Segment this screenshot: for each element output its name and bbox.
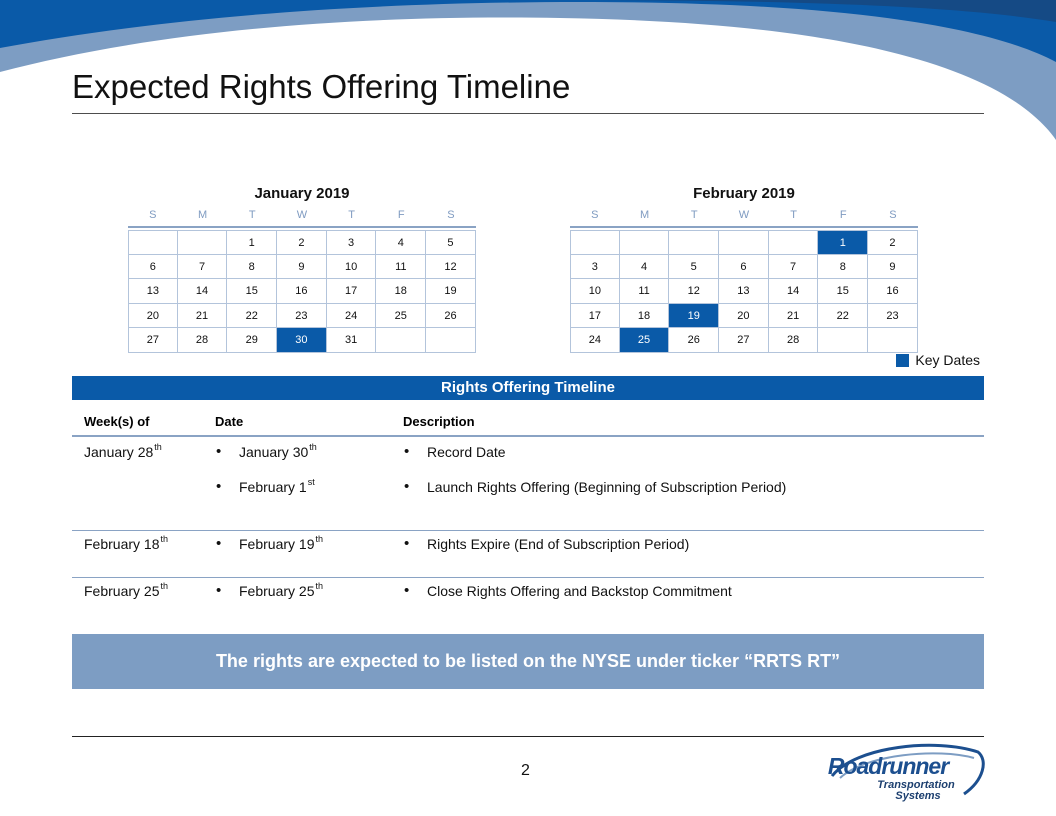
- calendar-grid: [570, 230, 918, 353]
- calendar-day: 27: [719, 328, 769, 353]
- calendar-day: 19: [426, 279, 476, 304]
- calendar-day: 6: [719, 255, 769, 280]
- calendar-day: 22: [818, 304, 868, 329]
- weekday-label: S: [149, 209, 157, 221]
- ordinal-suffix: th: [315, 534, 323, 544]
- timeline-row: [72, 577, 984, 623]
- weekday-label: T: [348, 209, 355, 221]
- description-bullet: • Rights Expire (End of Subscription Period): [427, 536, 689, 552]
- calendar-day: 4: [376, 230, 426, 255]
- calendar-day: 28: [769, 328, 819, 353]
- calendar-day: 20: [719, 304, 769, 329]
- calendar-empty-cell: [868, 328, 918, 353]
- date-bullet: [239, 444, 317, 460]
- calendar-day: 30: [277, 328, 327, 353]
- legend-label: Key Dates: [915, 352, 980, 368]
- week-cell: [84, 444, 162, 460]
- calendar-day: 17: [327, 279, 377, 304]
- calendar-day: 12: [426, 255, 476, 280]
- weekday-label: S: [889, 209, 897, 221]
- description-bullet: • Close Rights Offering and Backstop Commitment: [427, 583, 732, 599]
- date-text: February 1: [239, 479, 307, 495]
- calendar-day: 13: [128, 279, 178, 304]
- calendar-day: 11: [620, 279, 670, 304]
- calendar-day: 10: [327, 255, 377, 280]
- calendar-title: January 2019: [254, 185, 350, 202]
- week-text: February 25: [84, 583, 160, 599]
- calendar-day: 9: [277, 255, 327, 280]
- ordinal-suffix: th: [160, 581, 168, 591]
- week-cell: [84, 583, 168, 599]
- page-number: 2: [521, 762, 530, 779]
- column-date: Date: [215, 414, 244, 429]
- calendar-day: 14: [769, 279, 819, 304]
- ordinal-suffix: th: [309, 442, 317, 452]
- calendar-day: 12: [669, 279, 719, 304]
- calendar-day: 4: [620, 255, 670, 280]
- calendar-day: 29: [227, 328, 277, 353]
- calendar-day: 25: [620, 328, 670, 353]
- calendar-empty-cell: [426, 328, 476, 353]
- timeline-row: [72, 438, 984, 531]
- weekday-label: S: [591, 209, 599, 221]
- ordinal-suffix: th: [154, 442, 162, 452]
- timeline-row: [72, 530, 984, 578]
- calendar-empty-cell: [818, 328, 868, 353]
- calendar-day: 16: [277, 279, 327, 304]
- weekday-label: T: [790, 209, 797, 221]
- ordinal-suffix: st: [307, 477, 315, 487]
- date-text: February 25: [239, 583, 315, 599]
- week-text: February 18: [84, 536, 160, 552]
- calendar-empty-cell: [376, 328, 426, 353]
- calendar-day: 3: [570, 255, 620, 280]
- calendar-day: 14: [178, 279, 228, 304]
- date-bullet: [239, 583, 323, 599]
- calendar-day: 13: [719, 279, 769, 304]
- roadrunner-logo: [826, 740, 986, 802]
- calendar-title: February 2019: [693, 185, 795, 202]
- calendar-day: 7: [769, 255, 819, 280]
- weekday-label: T: [690, 209, 698, 221]
- calendar-day: 22: [227, 304, 277, 329]
- calendar-day: 5: [669, 255, 719, 280]
- key-date-swatch: [896, 354, 909, 367]
- weekday-label: M: [639, 209, 650, 221]
- description-bullet: • Record Date: [427, 444, 506, 460]
- calendar-day: 21: [178, 304, 228, 329]
- calendar-day: 9: [868, 255, 918, 280]
- calendar-day: 8: [818, 255, 868, 280]
- calendar-day: 1: [227, 230, 277, 255]
- calendar-february: [570, 184, 918, 353]
- date-bullet: [239, 536, 323, 552]
- calendar-day: 3: [327, 230, 377, 255]
- calendar-day: 25: [376, 304, 426, 329]
- calendar-day: 10: [570, 279, 620, 304]
- column-week: Week(s) of: [84, 414, 150, 429]
- weekday-label: W: [738, 209, 750, 221]
- footer-divider: [72, 736, 984, 737]
- calendar-day: 18: [376, 279, 426, 304]
- week-text: January 28: [84, 444, 154, 460]
- calendar-empty-cell: [719, 230, 769, 255]
- calendar-day: 8: [227, 255, 277, 280]
- calendar-day: 15: [818, 279, 868, 304]
- calendar-day: 5: [426, 230, 476, 255]
- calendar-day: 26: [669, 328, 719, 353]
- date-text: January 30: [239, 444, 309, 460]
- week-cell: [84, 536, 168, 552]
- nyse-listing-banner: The rights are expected to be listed on the NYSE under ticker “RRTS RT”: [72, 634, 984, 689]
- calendar-day: 21: [769, 304, 819, 329]
- logo-wordmark: Roadrunner: [827, 753, 949, 779]
- title-divider: [72, 113, 984, 114]
- weekday-header: [128, 204, 476, 228]
- timeline-header: Rights Offering Timeline: [72, 376, 984, 400]
- calendar-day: 24: [570, 328, 620, 353]
- calendar-empty-cell: [669, 230, 719, 255]
- logo-subtitle-1: Transportation: [877, 779, 955, 791]
- calendar-day: 15: [227, 279, 277, 304]
- description-bullet: • Launch Rights Offering (Beginning of Subscription Period): [427, 479, 786, 495]
- weekday-label: F: [397, 209, 405, 221]
- column-description: Description: [403, 414, 475, 429]
- calendar-day: 24: [327, 304, 377, 329]
- logo-subtitle-2: Systems: [895, 790, 941, 802]
- calendar-empty-cell: [570, 230, 620, 255]
- calendar-day: 23: [277, 304, 327, 329]
- weekday-label: F: [839, 209, 847, 221]
- date-text: February 19: [239, 536, 315, 552]
- ordinal-suffix: th: [160, 534, 168, 544]
- weekday-label: S: [447, 209, 455, 221]
- calendar-empty-cell: [769, 230, 819, 255]
- calendar-day: 17: [570, 304, 620, 329]
- page-title: Expected Rights Offering Timeline: [72, 68, 571, 105]
- calendar-day: 20: [128, 304, 178, 329]
- calendar-day: 19: [669, 304, 719, 329]
- calendar-day: 23: [868, 304, 918, 329]
- date-bullet: [239, 479, 315, 495]
- weekday-label: M: [197, 209, 208, 221]
- calendar-day: 16: [868, 279, 918, 304]
- weekday-header: [570, 204, 918, 228]
- calendar-day: 11: [376, 255, 426, 280]
- calendar-empty-cell: [178, 230, 228, 255]
- calendar-day: 27: [128, 328, 178, 353]
- calendar-grid: [128, 230, 476, 353]
- calendar-day: 6: [128, 255, 178, 280]
- calendar-january: [128, 184, 476, 353]
- key-dates-legend: [896, 352, 980, 368]
- calendar-empty-cell: [620, 230, 670, 255]
- calendar-day: 1: [818, 230, 868, 255]
- weekday-label: W: [296, 209, 308, 221]
- calendar-day: 2: [868, 230, 918, 255]
- calendar-day: 28: [178, 328, 228, 353]
- calendar-empty-cell: [128, 230, 178, 255]
- calendar-day: 2: [277, 230, 327, 255]
- ordinal-suffix: th: [315, 581, 323, 591]
- calendar-day: 26: [426, 304, 476, 329]
- calendar-day: 18: [620, 304, 670, 329]
- calendar-day: 31: [327, 328, 377, 353]
- weekday-label: T: [248, 209, 256, 221]
- calendar-day: 7: [178, 255, 228, 280]
- timeline-column-headers: [72, 408, 984, 437]
